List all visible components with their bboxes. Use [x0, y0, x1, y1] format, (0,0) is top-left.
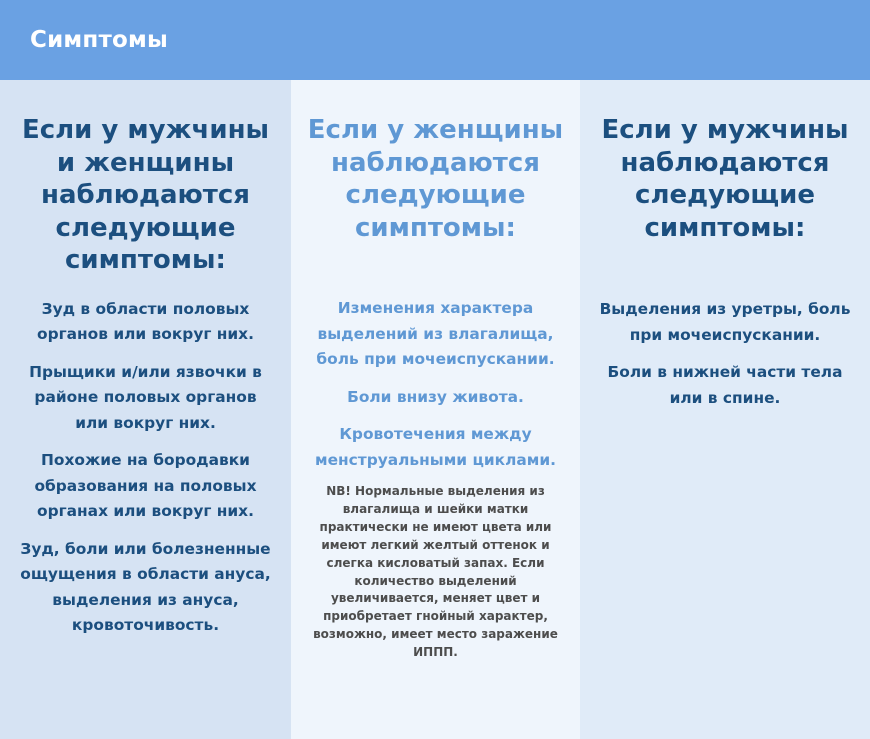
symptom-item: Кровотечения между менструальными циклами.: [315, 425, 556, 469]
column-title: Если у мужчины и женщины наблюдаются следующие симптомы:: [21, 115, 270, 275]
symptom-item: Выделения из уретры, боль при мочеиспускании.: [599, 300, 851, 344]
symptom-item: Боли в нижней части тела или в спине.: [607, 363, 843, 407]
symptom-list: [301, 296, 570, 473]
symptom-item: Зуд, боли или болезненные ощущения в области ануса, выделения из ануса, кровоточивость.: [20, 539, 271, 634]
symptom-item: Зуд в области половых органов или вокруг них.: [37, 299, 254, 343]
symptom-list: [12, 297, 279, 639]
symptom-item: Похожие на бородавки образования на половых органах или вокруг них.: [34, 451, 257, 520]
column-men: [580, 80, 870, 739]
symptom-item: Боли внизу живота.: [347, 387, 524, 406]
column-men-and-women: [0, 80, 291, 739]
column-title: Если у мужчины наблюдаются следующие симптомы:: [601, 115, 849, 243]
page-title: Симптомы: [30, 27, 169, 53]
symptom-item: Изменения характера выделений из влагалища, боль при мочеиспускании.: [316, 299, 555, 368]
column-women: [291, 80, 580, 739]
nb-note: NB! Нормальные выделения из влагалища и шейки матки практически не имеют цвета или имеют легкий желтый оттенок и слегка кисловатый запах. Если количество выделений увеличивается, меняет цвет и приобретает гнойный характер, возможно, имеет место заражение ИППП.: [313, 484, 558, 660]
symptom-item: Прыщики и/или язвочки в районе половых органов или вокруг них.: [29, 362, 262, 432]
symptom-columns: [0, 80, 870, 739]
column-title: Если у женщины наблюдаются следующие симптомы:: [307, 115, 564, 243]
symptom-list: [592, 297, 858, 411]
header-bar: [0, 0, 870, 80]
